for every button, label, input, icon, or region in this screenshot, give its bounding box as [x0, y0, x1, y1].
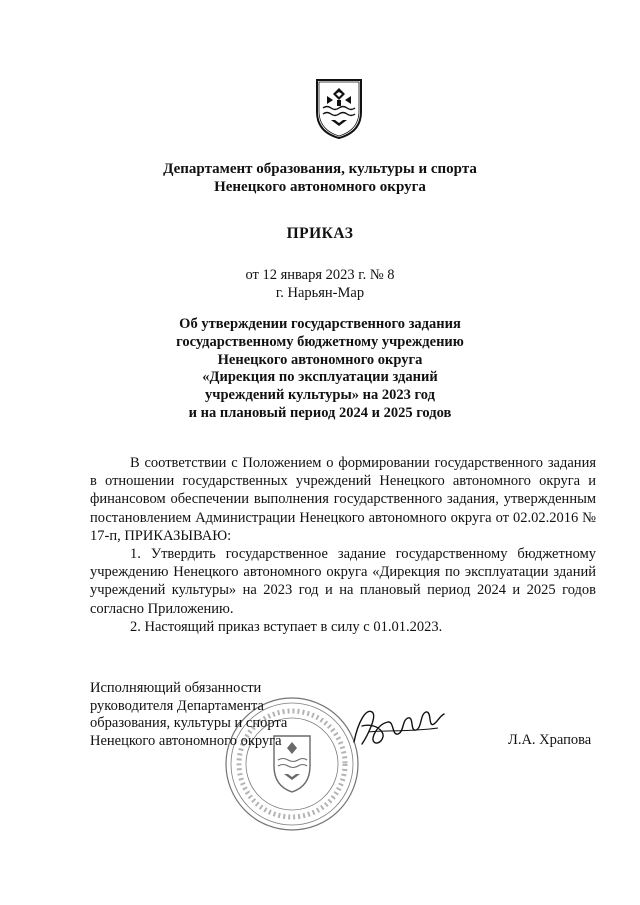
signatory-position-line: Ненецкого автономного округа: [90, 732, 282, 749]
body-paragraph: В соответствии с Положением о формировании государственного задания в отношении государственных учреждений Ненецкого автономного округа и финансовом обеспечении выполнения государственного задания, утвержденным постановлением Администрации Ненецкого автономного округа от 02.02.2016 № 17-п, ПРИКАЗЫВАЮ:: [90, 455, 596, 544]
department-line: Департамент образования, культуры и спорта: [163, 161, 477, 177]
subject-line: государственному бюджетному учреждению: [176, 333, 464, 350]
signatory-position-line: образования, культуры и спорта: [90, 715, 288, 731]
signatory-position-line: Исполняющий обязанности: [90, 680, 262, 696]
order-item-1: 1. Утвердить государственное задание государственному бюджетному учреждению Ненецкого автономного округа «Дирекция по эксплуатации зданий учреждений культуры» на 2023 год и на плановый период 2024 и 2025 годов согласно Приложению.: [90, 546, 596, 617]
order-date-number: от 12 января 2023 г. № 8: [245, 267, 395, 283]
order-city: г. Нарьян-Мар: [275, 285, 365, 301]
order-body: [90, 454, 596, 636]
order-item-2: 2. Настоящий приказ вступает в силу с 01.01.2023.: [130, 618, 443, 635]
coat-of-arms-icon: [313, 74, 365, 140]
signatory-position-line: руководителя Департамента: [90, 697, 264, 714]
subject-line: Об утверждении государственного задания: [179, 316, 461, 332]
handwritten-signature-icon: [348, 702, 448, 752]
order-title: ПРИКАЗ: [286, 225, 354, 242]
subject-line: «Дирекция по эксплуатации зданий: [202, 369, 438, 386]
signatory-name: Л.А. Храпова: [508, 732, 592, 748]
subject-line: Ненецкого автономного округа: [217, 351, 423, 368]
subject-line: и на плановый период 2024 и 2025 годов: [188, 404, 452, 421]
department-name: [0, 160, 640, 196]
order-subject: [0, 316, 640, 423]
signatory-position: [90, 680, 330, 750]
order-date-block: [0, 266, 640, 302]
subject-line: учреждений культуры» на 2023 год: [205, 387, 435, 404]
department-line: Ненецкого автономного округа: [214, 179, 426, 195]
